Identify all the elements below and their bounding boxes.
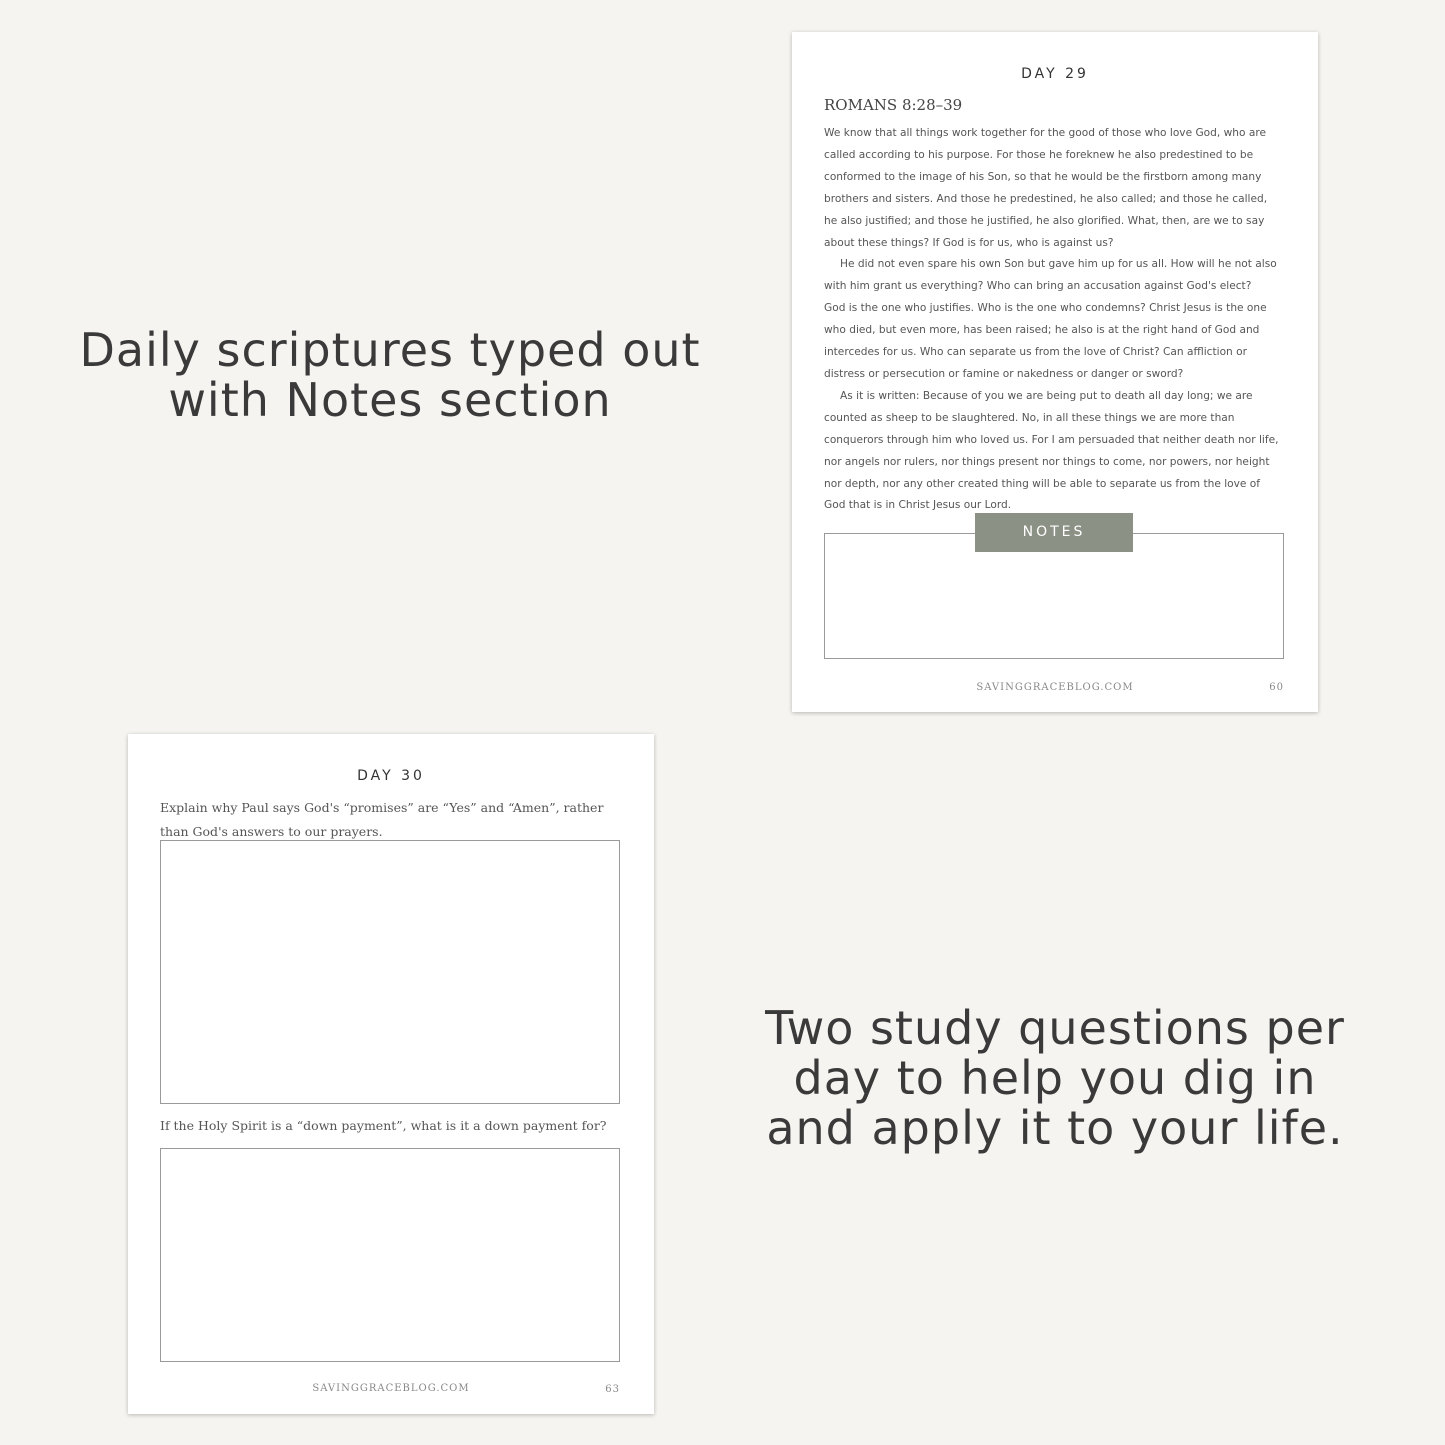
text-line: We know that all things work together for the good of those who love God, who are bbox=[824, 127, 1266, 139]
caption-line: day to help you dig in bbox=[793, 1051, 1317, 1105]
text-line: brothers and sisters. And those he predestined, he also called; and those he called, bbox=[824, 192, 1268, 205]
page-number: 60 bbox=[1269, 682, 1284, 693]
answer-box-2[interactable] bbox=[160, 1148, 620, 1362]
day-title: DAY 29 bbox=[1021, 66, 1089, 82]
scripture-reference: ROMANS 8:28–39 bbox=[824, 96, 963, 114]
footer-website: SAVINGGRACEBLOG.COM bbox=[312, 1383, 470, 1394]
caption-questions bbox=[720, 1003, 1390, 1153]
page-day-29 bbox=[792, 32, 1318, 712]
text-line: God that is in Christ Jesus our Lord. bbox=[824, 499, 1012, 512]
text-line: about these things? If God is for us, who is against us? bbox=[824, 236, 1114, 249]
notes-label: NOTES bbox=[975, 513, 1133, 552]
text-line: conquerors through him who loved us. For I am persuaded that neither death nor life, bbox=[824, 433, 1279, 446]
study-question-1: Explain why Paul says God's “promises” are “Yes” and “Amen”, rather than God's answers to our prayers. bbox=[160, 800, 604, 839]
text-line: called according to his purpose. For those he foreknew he also predestined to be bbox=[824, 148, 1254, 161]
text-line: conformed to the image of his Son, so that he would be the firstborn among many bbox=[824, 170, 1262, 183]
caption-line: with Notes section bbox=[168, 373, 612, 427]
study-question-2: If the Holy Spirit is a “down payment”, what is it a down payment for? bbox=[160, 1118, 607, 1133]
caption-line: Two study questions per bbox=[765, 1001, 1345, 1055]
text-line: God is the one who justifies. Who is the one who condemns? Christ Jesus is the one bbox=[824, 302, 1267, 315]
footer-website: SAVINGGRACEBLOG.COM bbox=[976, 682, 1134, 693]
answer-box-1[interactable] bbox=[160, 840, 620, 1104]
text-line: As it is written: Because of you we are being put to death all day long; we are bbox=[840, 389, 1253, 402]
day-title: DAY 30 bbox=[357, 768, 425, 784]
caption-line: and apply it to your life. bbox=[766, 1101, 1344, 1155]
caption-line: Daily scriptures typed out bbox=[79, 323, 701, 377]
scripture-text bbox=[824, 123, 1294, 517]
page-number: 63 bbox=[605, 1384, 620, 1395]
text-line: with him grant us everything? Who can bring an accusation against God's elect? bbox=[824, 280, 1252, 293]
page-day-30 bbox=[128, 734, 654, 1414]
text-line: nor depth, nor any other created thing will be able to separate us from the love of bbox=[824, 477, 1260, 490]
text-line: He did not even spare his own Son but gave him up for us all. How will he not also bbox=[840, 258, 1277, 271]
text-line: he also justified; and those he justified, he also glorified. What, then, are we to say bbox=[824, 214, 1265, 227]
text-line: who died, but even more, has been raised; he also is at the right hand of God and bbox=[824, 324, 1260, 337]
text-line: nor angels nor rulers, nor things present nor things to come, nor powers, nor height bbox=[824, 455, 1270, 468]
text-line: counted as sheep to be slaughtered. No, in all these things we are more than bbox=[824, 411, 1235, 424]
caption-scriptures bbox=[40, 325, 740, 425]
text-line: distress or persecution or famine or nakedness or danger or sword? bbox=[824, 367, 1184, 380]
text-line: intercedes for us. Who can separate us from the love of Christ? Can affliction or bbox=[824, 346, 1247, 359]
